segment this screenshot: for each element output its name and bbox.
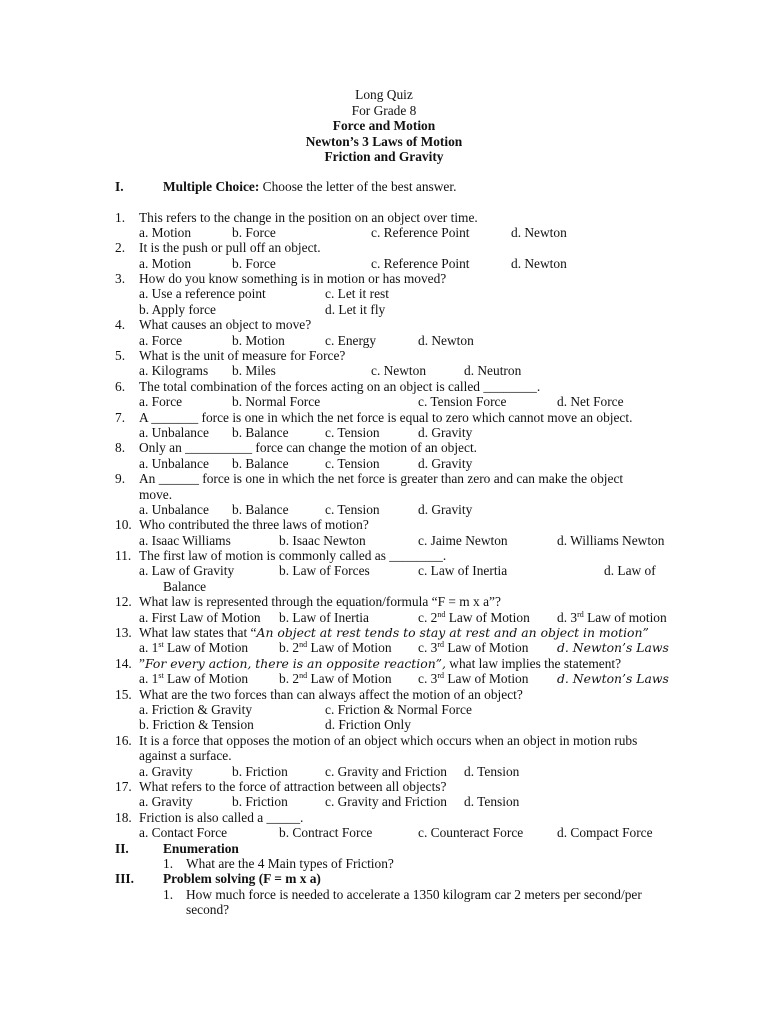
choice-b: b. Isaac Newton	[279, 533, 366, 548]
choice-a: a. Force	[139, 394, 183, 409]
question-text	[139, 625, 649, 640]
question-number: 10.	[115, 517, 132, 532]
question-text: A _______ force is one in which the net force is equal to zero which cannot move an object.	[139, 410, 633, 425]
choice-d: d. Tension	[464, 764, 520, 779]
choice-d: d. Newton’s Laws	[557, 671, 669, 686]
choice-a	[139, 671, 248, 686]
choice-c: c. Friction & Normal Force	[325, 702, 472, 717]
choice-b: b. Law of Inertia	[279, 610, 369, 625]
question-text: It is the push or pull off an object.	[139, 240, 321, 255]
ordinal-suffix: nd	[299, 640, 308, 649]
question-text: The total combination of the forces acting on an object is called ________.	[139, 379, 541, 394]
choice-d-prefix: d. 3	[557, 610, 578, 625]
choice-a: a. Motion	[139, 225, 192, 240]
choice-a: a. Unbalance	[139, 502, 209, 517]
item-number: 1.	[163, 887, 174, 902]
choice-a-prefix: a. 1	[139, 671, 159, 686]
choice-a: a. Gravity	[139, 794, 193, 809]
choice-c: c. Tension	[325, 456, 380, 471]
choice-b: b. Balance	[232, 456, 289, 471]
choice-c: c. Tension	[325, 502, 380, 517]
question-number: 12.	[115, 594, 132, 609]
question-number: 7.	[115, 410, 126, 425]
choice-d: d. Friction Only	[325, 717, 411, 732]
question-text: It is a force that opposes the motion of an object which occurs when an object in motion rubs	[139, 733, 638, 748]
question-number: 9.	[115, 471, 126, 486]
choice-a-rest: Law of Motion	[163, 640, 249, 655]
item-text-continued: second?	[186, 902, 230, 917]
question-text: The first law of motion is commonly called as ________.	[139, 548, 447, 563]
choice-d: d. Law of	[604, 563, 656, 578]
choice-c: c. Law of Inertia	[418, 563, 508, 578]
choice-c: c. Reference Point	[371, 225, 470, 240]
choice-d: d. Gravity	[418, 502, 473, 517]
quiz-title: Long Quiz	[355, 87, 413, 102]
choice-d-rest: Law of motion	[583, 610, 667, 625]
choice-a: a. Unbalance	[139, 456, 209, 471]
choice-c-rest: Law of Motion	[445, 610, 530, 625]
ordinal-suffix: nd	[299, 671, 308, 680]
choice-c: c. Let it rest	[325, 286, 389, 301]
question-number: 4.	[115, 317, 126, 332]
choice-b: b. Normal Force	[232, 394, 321, 409]
question-number: 1.	[115, 210, 126, 225]
choice-d: d. Let it fly	[325, 302, 386, 317]
choice-d: d. Gravity	[418, 456, 473, 471]
choice-a: a. Force	[139, 333, 183, 348]
question-text: What is the unit of measure for Force?	[139, 348, 346, 363]
question-text-italic: For every action, there is an opposite reaction”,	[144, 656, 446, 671]
question-number: 6.	[115, 379, 126, 394]
choice-b: b. Friction & Tension	[139, 717, 254, 732]
choice-a: a. First Law of Motion	[139, 610, 261, 625]
choice-d: d. Newton	[511, 225, 567, 240]
ordinal-suffix: rd	[437, 671, 445, 680]
choice-d: d. Neutron	[464, 363, 522, 378]
choice-d: d. Net Force	[557, 394, 624, 409]
question-text-after: what law implies the statement?	[445, 656, 622, 671]
choice-b	[279, 671, 392, 686]
choice-b: b. Force	[232, 256, 276, 271]
choice-d: d. Compact Force	[557, 825, 653, 840]
choice-c: c. Energy	[325, 333, 377, 348]
grade-level: For Grade 8	[351, 102, 417, 118]
question-text: What causes an object to move?	[139, 317, 312, 332]
choice-b-rest: Law of Motion	[307, 671, 392, 686]
choice-c: c. Jaime Newton	[418, 533, 508, 548]
choice-c	[418, 610, 530, 625]
choice-d: d. Newton	[511, 256, 567, 271]
ordinal-suffix: nd	[437, 610, 446, 619]
choice-b: b. Contract Force	[279, 825, 373, 840]
question-text-continued: move.	[139, 487, 173, 502]
choice-b: b. Motion	[232, 333, 285, 348]
question-text: Only an __________ force can change the motion of an object.	[139, 440, 478, 455]
choice-a	[139, 640, 248, 655]
question-text: What are the two forces than can always affect the motion of an object?	[139, 687, 523, 702]
choice-c-rest: Law of Motion	[444, 640, 529, 655]
choice-a: a. Use a reference point	[139, 286, 266, 301]
section-number: II.	[115, 841, 129, 856]
choice-c: c. Gravity and Friction	[325, 794, 447, 809]
choice-b: b. Friction	[232, 764, 288, 779]
choice-d: d. Gravity	[418, 425, 473, 440]
choice-b-prefix: b. 2	[279, 640, 300, 655]
choice-c: c. Counteract Force	[418, 825, 524, 840]
question-number: 16.	[115, 733, 132, 748]
question-text-plain: What law states that “	[139, 625, 257, 640]
ordinal-suffix: rd	[437, 640, 445, 649]
question-text-italic: An object at rest tends to stay at rest and an object in motion”	[256, 625, 649, 640]
question-text: This refers to the change in the position on an object over time.	[139, 210, 478, 225]
topic-2: Newton’s 3 Laws of Motion	[305, 133, 463, 149]
question-text-continued: against a surface.	[139, 748, 232, 763]
choice-c: c. Tension Force	[418, 394, 507, 409]
choice-d	[557, 610, 667, 625]
choice-b: b. Law of Forces	[279, 563, 370, 578]
ordinal-suffix: rd	[577, 610, 584, 619]
question-number: 11.	[115, 548, 132, 563]
topic-1: Force and Motion	[332, 118, 436, 134]
choice-b: b. Miles	[232, 363, 276, 378]
choice-c-rest: Law of Motion	[444, 671, 529, 686]
choice-b: b. Force	[232, 225, 276, 240]
choice-a-rest: Law of Motion	[163, 671, 249, 686]
question-number: 15.	[115, 687, 132, 702]
choice-d: d. Newton’s Laws	[557, 640, 669, 655]
choice-d: d. Tension	[464, 794, 520, 809]
choice-b: b. Balance	[232, 502, 289, 517]
choice-a: a. Law of Gravity	[139, 563, 235, 578]
question-text: How do you know something is in motion or has moved?	[139, 271, 447, 286]
choice-a: a. Friction & Gravity	[139, 702, 253, 717]
question-text: An ______ force is one in which the net force is greater than zero and can make the object	[139, 471, 624, 486]
choice-b: b. Friction	[232, 794, 288, 809]
choice-a: a. Contact Force	[139, 825, 228, 840]
choice-b: b. Balance	[232, 425, 289, 440]
section-instruction: Choose the letter of the best answer.	[259, 179, 457, 194]
choice-a: a. Isaac Williams	[139, 533, 231, 548]
quiz-header	[0, 87, 768, 165]
choice-d: d. Newton	[418, 333, 474, 348]
section-label: Enumeration	[163, 841, 239, 856]
choice-c: c. Newton	[371, 363, 427, 378]
item-number: 1.	[163, 856, 174, 871]
choice-a: a. Kilograms	[139, 363, 209, 378]
choice-c: c. Reference Point	[371, 256, 470, 271]
question-number: 2.	[115, 240, 126, 255]
choice-continued: Balance	[163, 579, 207, 594]
choice-c: c. Tension	[325, 425, 380, 440]
question-text: Friction is also called a _____.	[139, 810, 304, 825]
question-text-plain: ”	[139, 656, 145, 671]
choice-c-prefix: c. 2	[418, 610, 438, 625]
item-text: What are the 4 Main types of Friction?	[186, 856, 394, 871]
question-text: What law is represented through the equation/formula “F = m x a”?	[139, 594, 501, 609]
section-1-body	[163, 179, 456, 194]
section-number: III.	[115, 871, 134, 886]
choice-c	[418, 640, 528, 655]
question-number: 14.	[115, 656, 132, 671]
choice-b	[279, 640, 392, 655]
choice-a: a. Motion	[139, 256, 192, 271]
question-number: 13.	[115, 625, 132, 640]
item-text: How much force is needed to accelerate a 1350 kilogram car 2 meters per second/per	[186, 887, 642, 902]
choice-a: a. Gravity	[139, 764, 193, 779]
choice-c: c. Gravity and Friction	[325, 764, 447, 779]
choice-b-prefix: b. 2	[279, 671, 300, 686]
question-text: Who contributed the three laws of motion?	[139, 517, 369, 532]
section-number: I.	[115, 179, 124, 194]
ordinal-suffix: st	[158, 640, 164, 649]
question-number: 5.	[115, 348, 126, 363]
choice-b: b. Apply force	[139, 302, 216, 317]
question-number: 18.	[115, 810, 132, 825]
choice-d: d. Williams Newton	[557, 533, 665, 548]
question-number: 8.	[115, 440, 126, 455]
choice-c-prefix: c. 3	[418, 640, 438, 655]
choice-c	[418, 671, 528, 686]
choice-a-prefix: a. 1	[139, 640, 159, 655]
question-number: 17.	[115, 779, 132, 794]
question-text: What refers to the force of attraction between all objects?	[139, 779, 447, 794]
section-label: Multiple Choice:	[163, 179, 260, 194]
topic-3: Friction and Gravity	[324, 149, 444, 165]
choice-a: a. Unbalance	[139, 425, 209, 440]
choice-b-rest: Law of Motion	[307, 640, 392, 655]
ordinal-suffix: st	[158, 671, 164, 680]
question-text	[139, 656, 621, 671]
choice-c-prefix: c. 3	[418, 671, 438, 686]
question-number: 3.	[115, 271, 126, 286]
section-label: Problem solving (F = m x a)	[163, 871, 321, 886]
